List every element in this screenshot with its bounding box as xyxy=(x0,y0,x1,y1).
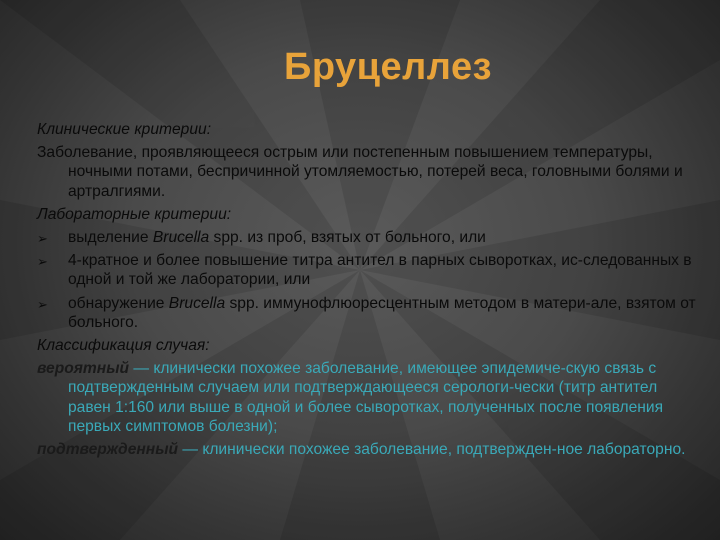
probable-case-definition xyxy=(37,359,697,436)
probable-term: вероятный xyxy=(37,360,130,378)
slide-title: Бруцеллез xyxy=(284,46,492,88)
species-name: Brucella xyxy=(152,229,210,247)
classification-heading: Классификация случая: xyxy=(37,337,210,355)
clinical-criteria-heading: Клинические критерии: xyxy=(37,121,212,138)
arrow-bullet-icon: ➢ xyxy=(37,254,48,270)
lab-criteria-heading: Лабораторные критерии: xyxy=(37,205,232,223)
probable-text: — клинически похожее заболевание, имеющее эпидемиче-скую связь с подтвержденным случаем или подтверждающееся серологи-чески (титр антител равен 1:160 или выше в одной и более сыворотках, полученных после появления первых симптомов болезни); xyxy=(68,360,664,435)
lab-criterion-text: spp. из проб, взятых от больного, или xyxy=(209,229,486,247)
arrow-bullet-icon: ➢ xyxy=(37,231,48,247)
species-name: Brucella xyxy=(168,294,226,312)
confirmed-term: подтвержденный xyxy=(37,441,179,459)
clinical-criteria-text: Заболевание, проявляющееся острым или постепенным повышением температуры, ночными потами, беспричинной утомляемостью, потерей веса, головными болями и артралгиями. xyxy=(37,144,683,200)
confirmed-text: — клинически похожее заболевание, подтвержден-ное лабораторно. xyxy=(178,441,686,459)
lab-criterion-text: обнаружение xyxy=(68,294,169,312)
confirmed-case-definition xyxy=(37,440,697,459)
lab-criterion-text: 4-кратное и более повышение титра антител в парных сыворотках, ис-следованных в одной и той же лаборатории, или xyxy=(68,252,692,289)
lab-criterion-item xyxy=(37,228,697,247)
arrow-bullet-icon: ➢ xyxy=(37,296,48,312)
lab-criterion-text: выделение xyxy=(68,229,153,247)
lab-criterion-item xyxy=(37,294,697,332)
lab-criterion-text: spp. иммунофлюоресцентным методом в матери-але, взятом от больного. xyxy=(68,294,696,331)
lab-criterion-item xyxy=(37,251,697,289)
slide-body xyxy=(37,120,697,463)
